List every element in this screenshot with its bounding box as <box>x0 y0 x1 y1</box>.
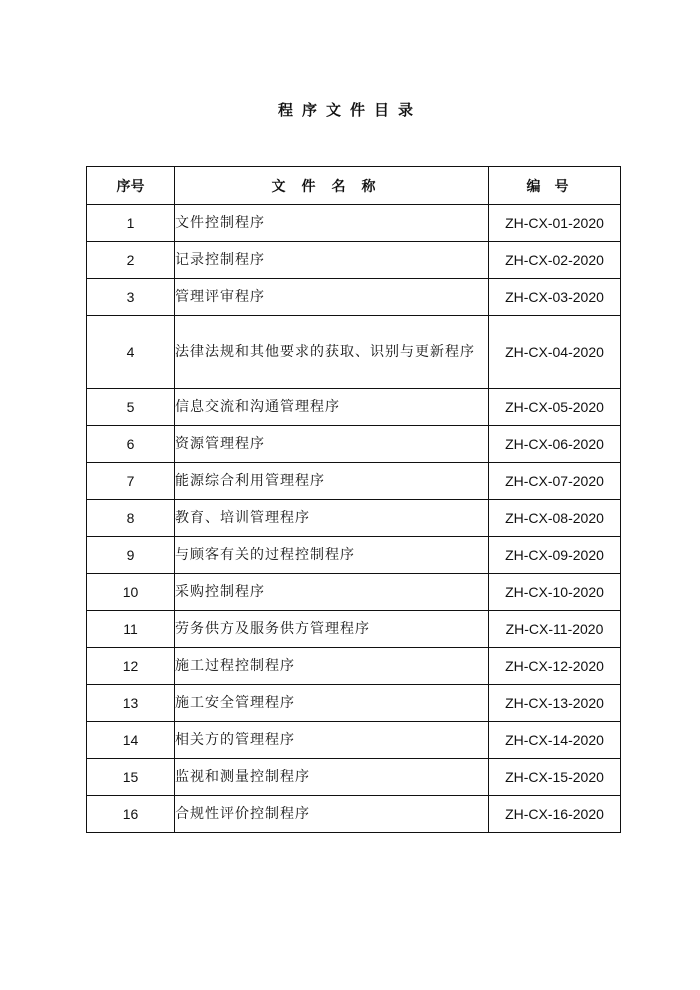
header-document-name: 文件名称 <box>175 167 489 205</box>
table-row <box>87 279 621 316</box>
row-serial-number: 1 <box>87 205 175 242</box>
row-serial-number: 13 <box>87 685 175 722</box>
row-serial-number: 4 <box>87 316 175 389</box>
table-row <box>87 722 621 759</box>
row-document-code: ZH-CX-13-2020 <box>489 685 621 722</box>
row-serial-number: 16 <box>87 796 175 833</box>
table-row <box>87 500 621 537</box>
row-serial-number: 14 <box>87 722 175 759</box>
row-document-code: ZH-CX-05-2020 <box>489 389 621 426</box>
row-serial-number: 6 <box>87 426 175 463</box>
row-document-code: ZH-CX-12-2020 <box>489 648 621 685</box>
row-serial-number: 5 <box>87 389 175 426</box>
row-serial-number: 3 <box>87 279 175 316</box>
row-serial-number: 9 <box>87 537 175 574</box>
table-row <box>87 389 621 426</box>
table-row <box>87 537 621 574</box>
row-document-code: ZH-CX-01-2020 <box>489 205 621 242</box>
row-document-name: 能源综合利用管理程序 <box>175 463 489 500</box>
row-serial-number: 10 <box>87 574 175 611</box>
row-document-name: 信息交流和沟通管理程序 <box>175 389 489 426</box>
table-row <box>87 685 621 722</box>
row-serial-number: 7 <box>87 463 175 500</box>
row-document-name: 文件控制程序 <box>175 205 489 242</box>
table-row <box>87 648 621 685</box>
row-document-code: ZH-CX-08-2020 <box>489 500 621 537</box>
row-serial-number: 15 <box>87 759 175 796</box>
table-row <box>87 205 621 242</box>
row-document-name: 监视和测量控制程序 <box>175 759 489 796</box>
row-document-code: ZH-CX-03-2020 <box>489 279 621 316</box>
row-document-code: ZH-CX-10-2020 <box>489 574 621 611</box>
table-row <box>87 316 621 389</box>
row-serial-number: 12 <box>87 648 175 685</box>
row-serial-number: 11 <box>87 611 175 648</box>
header-serial-number: 序号 <box>87 167 175 205</box>
row-document-name: 施工过程控制程序 <box>175 648 489 685</box>
row-document-code: ZH-CX-15-2020 <box>489 759 621 796</box>
row-document-code: ZH-CX-09-2020 <box>489 537 621 574</box>
row-document-name: 教育、培训管理程序 <box>175 500 489 537</box>
row-document-name: 劳务供方及服务供方管理程序 <box>175 611 489 648</box>
table-row <box>87 759 621 796</box>
table-row <box>87 611 621 648</box>
table-row <box>87 574 621 611</box>
row-document-name: 合规性评价控制程序 <box>175 796 489 833</box>
row-document-name: 采购控制程序 <box>175 574 489 611</box>
table-header-row <box>87 167 621 205</box>
table-body <box>87 205 621 833</box>
table-row <box>87 796 621 833</box>
row-serial-number: 8 <box>87 500 175 537</box>
row-document-name: 法律法规和其他要求的获取、识别与更新程序 <box>175 316 489 389</box>
row-document-name: 记录控制程序 <box>175 242 489 279</box>
row-serial-number: 2 <box>87 242 175 279</box>
header-document-code: 编号 <box>489 167 621 205</box>
table-row <box>87 242 621 279</box>
row-document-code: ZH-CX-16-2020 <box>489 796 621 833</box>
row-document-code: ZH-CX-07-2020 <box>489 463 621 500</box>
row-document-code: ZH-CX-14-2020 <box>489 722 621 759</box>
row-document-name: 管理评审程序 <box>175 279 489 316</box>
document-title: 程序文件目录 <box>277 101 422 119</box>
table-row <box>87 426 621 463</box>
row-document-code: ZH-CX-02-2020 <box>489 242 621 279</box>
row-document-name: 施工安全管理程序 <box>175 685 489 722</box>
table-row <box>87 463 621 500</box>
row-document-name: 资源管理程序 <box>175 426 489 463</box>
row-document-name: 与顾客有关的过程控制程序 <box>175 537 489 574</box>
row-document-code: ZH-CX-11-2020 <box>489 611 621 648</box>
row-document-code: ZH-CX-06-2020 <box>489 426 621 463</box>
row-document-name: 相关方的管理程序 <box>175 722 489 759</box>
procedure-table <box>86 166 621 833</box>
row-document-code: ZH-CX-04-2020 <box>489 316 621 389</box>
